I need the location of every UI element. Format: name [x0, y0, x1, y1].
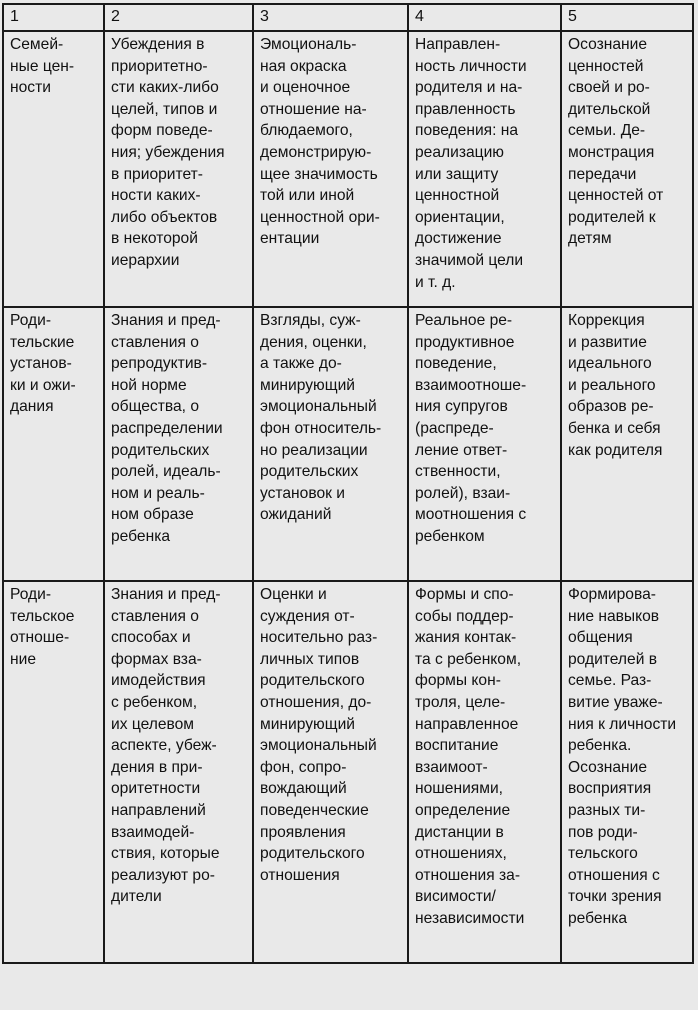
table-cell: Направлен- ность личности родителя и на- правленность поведения: на реализацию или защиту ценностной ориентации, достижение значимой цели и т. д.: [408, 31, 561, 307]
table-cell: Реальное ре- продуктивное поведение, взаимоотноше- ния супругов (распреде- ление ответ- ственности, ролей), взаи- моотношения с ребенком: [408, 307, 561, 581]
table-cell: Оценки и суждения от- носительно раз- личных типов родительского отношения, до- минирующий эмоциональный фон, сопро- вождающий поведенческие проявления родительского отношения: [253, 581, 408, 963]
table-header-row: [3, 4, 693, 31]
table-cell: Осознание ценностей своей и ро- дительской семьи. Де- монстрация передачи ценностей от родителей к детям: [561, 31, 693, 307]
column-number-5: 5: [561, 4, 693, 31]
table-cell: Убеждения в приоритетно- сти каких-либо целей, типов и форм поведе- ния; убеждения в приоритет- ности каких- либо объектов в некоторой иерархии: [104, 31, 253, 307]
column-number-3: 3: [253, 4, 408, 31]
table-cell: Эмоциональ- ная окраска и оценочное отношение на- блюдаемого, демонстрирую- щее значимость той или иной ценностной ори- ентации: [253, 31, 408, 307]
table-cell: Знания и пред- ставления о способах и формах вза- имодействия с ребенком, их целевом аспекте, убеж- дения в при- оритетности направлений взаимодей- ствия, которые реализуют ро- дители: [104, 581, 253, 963]
table-cell: Взгляды, суж- дения, оценки, а также до- минирующий эмоциональный фон относитель- но реализации родительских установок и ожиданий: [253, 307, 408, 581]
column-number-1: 1: [3, 4, 104, 31]
row-category-cell: Роди- тельское отноше- ние: [3, 581, 104, 963]
table-cell: Коррекция и развитие идеального и реального образов ре- бенка и себя как родителя: [561, 307, 693, 581]
parenting-components-table: [2, 3, 694, 964]
table-cell: Формы и спо- собы поддер- жания контак- та с ребенком, формы кон- троля, целе- направленное воспитание взаимоот- ношениями, определение дистанции в отношениях, отношения за- висимости/ независимости: [408, 581, 561, 963]
table-cell: Знания и пред- ставления о репродуктив- ной норме общества, о распределении родительских ролей, идеаль- ном и реаль- ном образе ребенка: [104, 307, 253, 581]
table-row-family-values: [3, 31, 693, 307]
table-row-parental-attitudes: [3, 307, 693, 581]
table-row-parental-relationship: [3, 581, 693, 963]
column-number-4: 4: [408, 4, 561, 31]
table-cell: Формирова- ние навыков общения родителей в семье. Раз- витие уваже- ния к личности ребенка. Осознание восприятия разных ти- пов роди- тельского отношения с точки зрения ребенка: [561, 581, 693, 963]
row-category-cell: Роди- тельские установ- ки и ожи- дания: [3, 307, 104, 581]
column-number-2: 2: [104, 4, 253, 31]
row-category-cell: Семей- ные цен- ности: [3, 31, 104, 307]
